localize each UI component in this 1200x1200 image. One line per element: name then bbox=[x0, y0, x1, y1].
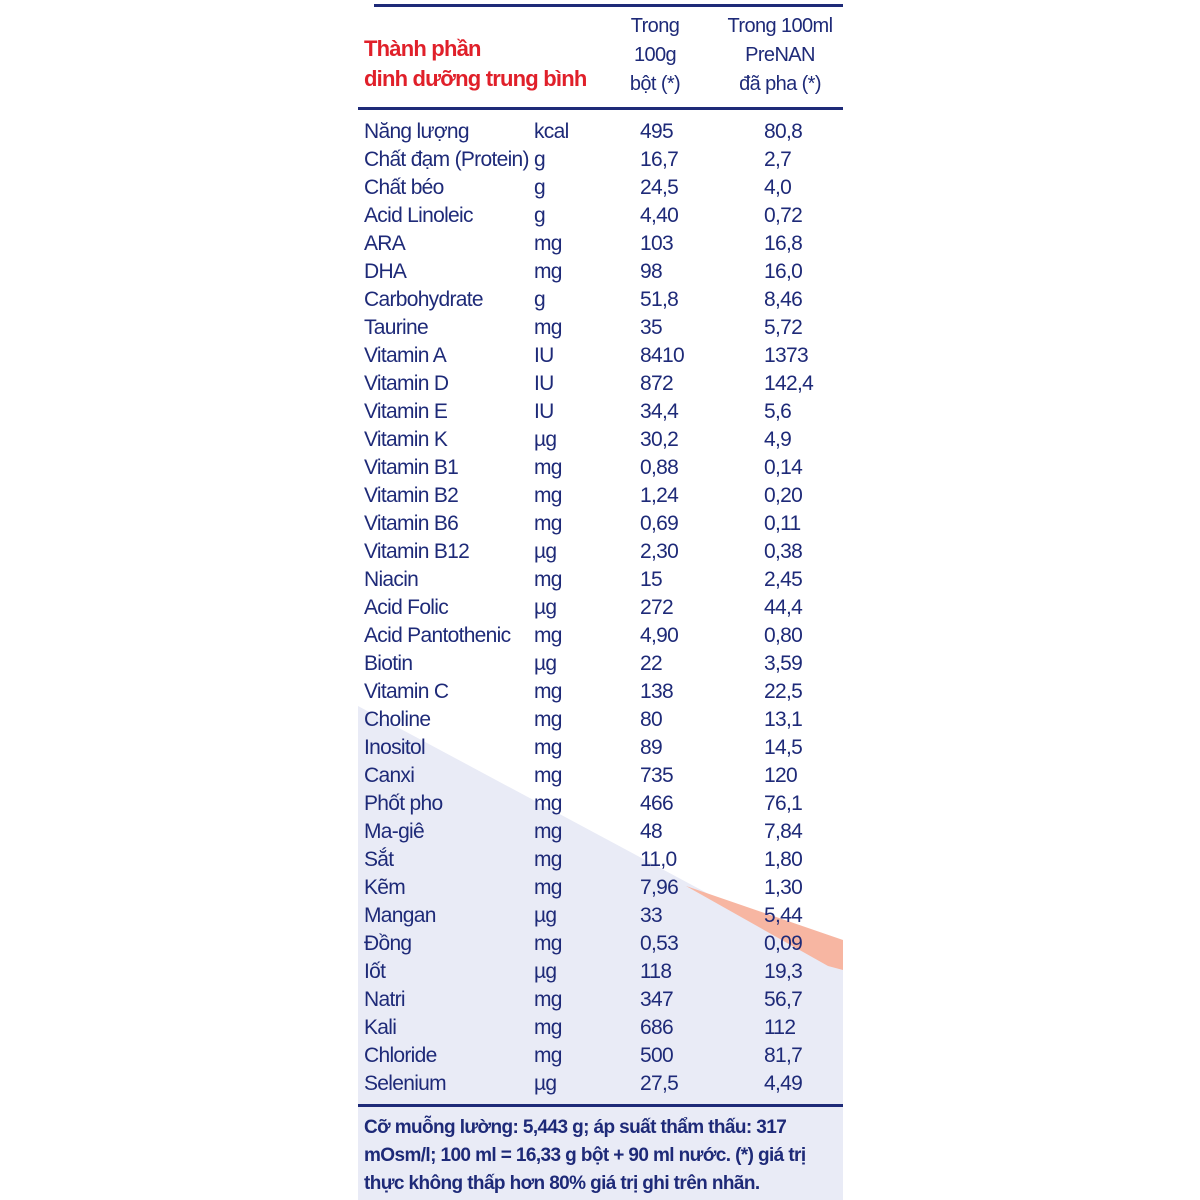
nutrient-unit: IU bbox=[534, 372, 554, 395]
nutrient-unit: mg bbox=[534, 848, 562, 871]
value-per-100ml: 76,1 bbox=[764, 792, 803, 815]
nutrient-name: Vitamin B2 bbox=[364, 484, 459, 507]
value-per-100g: 48 bbox=[640, 820, 662, 843]
table-title bbox=[364, 34, 604, 94]
table-row bbox=[364, 454, 839, 482]
nutrient-name: Ma-giê bbox=[364, 820, 424, 843]
nutrient-unit: mg bbox=[534, 1044, 562, 1067]
nutrient-name: Vitamin A bbox=[364, 344, 447, 367]
table-row bbox=[364, 986, 839, 1014]
nutrition-label bbox=[358, 0, 843, 1200]
nutrient-name: Mangan bbox=[364, 904, 436, 927]
col-100ml-line-1: Trong 100ml bbox=[727, 15, 833, 37]
nutrient-name: Vitamin B12 bbox=[364, 540, 470, 563]
header-rule bbox=[358, 107, 843, 110]
table-row bbox=[364, 1014, 839, 1042]
nutrient-name: Inositol bbox=[364, 736, 425, 759]
value-per-100g: 4,40 bbox=[640, 204, 679, 227]
nutrient-unit: µg bbox=[534, 652, 557, 675]
value-per-100g: 7,96 bbox=[640, 876, 679, 899]
value-per-100g: 22 bbox=[640, 652, 662, 675]
nutrient-unit: mg bbox=[534, 316, 562, 339]
value-per-100g: 495 bbox=[640, 120, 673, 143]
nutrient-unit: mg bbox=[534, 820, 562, 843]
nutrient-name: Vitamin C bbox=[364, 680, 449, 703]
nutrient-name: Acid Folic bbox=[364, 596, 449, 619]
value-per-100ml: 5,72 bbox=[764, 316, 803, 339]
value-per-100ml: 16,8 bbox=[764, 232, 803, 255]
table-row bbox=[364, 342, 839, 370]
value-per-100ml: 0,72 bbox=[764, 204, 803, 227]
value-per-100g: 35 bbox=[640, 316, 662, 339]
nutrient-name: Chất béo bbox=[364, 176, 444, 199]
value-per-100ml: 1373 bbox=[764, 344, 808, 367]
value-per-100ml: 2,7 bbox=[764, 148, 792, 171]
column-header-per-100g bbox=[620, 12, 690, 99]
value-per-100ml: 14,5 bbox=[764, 736, 803, 759]
value-per-100ml: 1,30 bbox=[764, 876, 803, 899]
table-row bbox=[364, 874, 839, 902]
nutrient-unit: mg bbox=[534, 876, 562, 899]
nutrient-unit: mg bbox=[534, 568, 562, 591]
nutrient-name: Kẽm bbox=[364, 876, 406, 899]
value-per-100g: 0,53 bbox=[640, 932, 679, 955]
nutrient-name: Vitamin D bbox=[364, 372, 449, 395]
nutrient-name: ARA bbox=[364, 232, 406, 255]
nutrient-unit: mg bbox=[534, 624, 562, 647]
nutrient-name: Acid Linoleic bbox=[364, 204, 473, 227]
value-per-100ml: 2,45 bbox=[764, 568, 803, 591]
nutrient-unit: µg bbox=[534, 428, 557, 451]
table-row bbox=[364, 734, 839, 762]
value-per-100g: 89 bbox=[640, 736, 662, 759]
col-100ml-line-3: đã pha (*) bbox=[739, 73, 821, 95]
value-per-100g: 2,30 bbox=[640, 540, 679, 563]
nutrient-name: Canxi bbox=[364, 764, 415, 787]
value-per-100ml: 120 bbox=[764, 764, 797, 787]
nutrient-unit: µg bbox=[534, 960, 557, 983]
nutrient-unit: IU bbox=[534, 400, 554, 423]
nutrient-unit: IU bbox=[534, 344, 554, 367]
table-row bbox=[364, 762, 839, 790]
nutrient-unit: µg bbox=[534, 540, 557, 563]
value-per-100g: 272 bbox=[640, 596, 673, 619]
nutrient-unit: mg bbox=[534, 764, 562, 787]
nutrient-name: Vitamin B6 bbox=[364, 512, 459, 535]
table-row bbox=[364, 202, 839, 230]
value-per-100ml: 0,80 bbox=[764, 624, 803, 647]
value-per-100ml: 4,49 bbox=[764, 1072, 803, 1095]
nutrient-unit: µg bbox=[534, 1072, 557, 1095]
value-per-100ml: 112 bbox=[764, 1016, 796, 1039]
nutrient-name: Chất đạm (Protein) bbox=[364, 148, 529, 171]
value-per-100g: 0,69 bbox=[640, 512, 679, 535]
table-row bbox=[364, 286, 839, 314]
table-row bbox=[364, 146, 839, 174]
column-header-per-100ml bbox=[720, 12, 840, 99]
nutrient-unit: g bbox=[534, 204, 545, 227]
table-row bbox=[364, 566, 839, 594]
value-per-100g: 30,2 bbox=[640, 428, 679, 451]
value-per-100ml: 3,59 bbox=[764, 652, 803, 675]
table-row bbox=[364, 678, 839, 706]
table-row bbox=[364, 594, 839, 622]
nutrient-unit: mg bbox=[534, 736, 562, 759]
nutrient-name: Vitamin E bbox=[364, 400, 448, 423]
value-per-100ml: 0,14 bbox=[764, 456, 803, 479]
nutrient-unit: mg bbox=[534, 1016, 562, 1039]
nutrient-name: Vitamin K bbox=[364, 428, 448, 451]
value-per-100ml: 0,09 bbox=[764, 932, 803, 955]
nutrient-name: Phốt pho bbox=[364, 792, 443, 815]
nutrient-unit: mg bbox=[534, 792, 562, 815]
table-row bbox=[364, 118, 839, 146]
value-per-100ml: 0,11 bbox=[764, 512, 801, 535]
nutrient-name: Đồng bbox=[364, 932, 412, 955]
nutrient-unit: mg bbox=[534, 708, 562, 731]
value-per-100g: 0,88 bbox=[640, 456, 679, 479]
value-per-100g: 80 bbox=[640, 708, 662, 731]
nutrient-name: DHA bbox=[364, 260, 407, 283]
value-per-100ml: 142,4 bbox=[764, 372, 814, 395]
col-100ml-line-2: PreNAN bbox=[745, 44, 815, 66]
table-row bbox=[364, 650, 839, 678]
value-per-100g: 27,5 bbox=[640, 1072, 679, 1095]
title-line-1: Thành phần bbox=[364, 36, 481, 61]
value-per-100g: 735 bbox=[640, 764, 673, 787]
value-per-100g: 51,8 bbox=[640, 288, 679, 311]
table-row bbox=[364, 1042, 839, 1070]
value-per-100ml: 0,20 bbox=[764, 484, 803, 507]
value-per-100g: 347 bbox=[640, 988, 673, 1011]
value-per-100ml: 44,4 bbox=[764, 596, 803, 619]
value-per-100g: 34,4 bbox=[640, 400, 679, 423]
nutrient-name: Natri bbox=[364, 988, 405, 1011]
nutrient-unit: mg bbox=[534, 512, 562, 535]
table-row bbox=[364, 370, 839, 398]
table-row bbox=[364, 958, 839, 986]
nutrient-name: Biotin bbox=[364, 652, 413, 675]
value-per-100ml: 5,6 bbox=[764, 400, 792, 423]
table-row bbox=[364, 510, 839, 538]
table-row bbox=[364, 846, 839, 874]
value-per-100g: 98 bbox=[640, 260, 662, 283]
nutrient-name: Choline bbox=[364, 708, 431, 731]
value-per-100ml: 19,3 bbox=[764, 960, 803, 983]
value-per-100g: 1,24 bbox=[640, 484, 679, 507]
table-row bbox=[364, 622, 839, 650]
nutrient-name: Carbohydrate bbox=[364, 288, 483, 311]
nutrient-unit: g bbox=[534, 148, 545, 171]
nutrient-name: Kali bbox=[364, 1016, 397, 1039]
nutrient-name: Selenium bbox=[364, 1072, 446, 1095]
value-per-100g: 500 bbox=[640, 1044, 673, 1067]
footer-rule bbox=[358, 1104, 843, 1107]
value-per-100g: 686 bbox=[640, 1016, 673, 1039]
table-row bbox=[364, 482, 839, 510]
nutrient-unit: kcal bbox=[534, 120, 569, 143]
table-row bbox=[364, 538, 839, 566]
value-per-100ml: 4,0 bbox=[764, 176, 792, 199]
table-row bbox=[364, 230, 839, 258]
nutrient-unit: g bbox=[534, 176, 545, 199]
value-per-100ml: 80,8 bbox=[764, 120, 803, 143]
table-row bbox=[364, 818, 839, 846]
value-per-100g: 138 bbox=[640, 680, 673, 703]
nutrient-name: Sắt bbox=[364, 848, 394, 871]
table-row bbox=[364, 790, 839, 818]
value-per-100g: 8410 bbox=[640, 344, 684, 367]
nutrient-table bbox=[364, 118, 839, 1098]
value-per-100ml: 1,80 bbox=[764, 848, 803, 871]
nutrient-name: Acid Pantothenic bbox=[364, 624, 511, 647]
top-rule bbox=[374, 4, 843, 7]
value-per-100g: 872 bbox=[640, 372, 673, 395]
nutrient-unit: mg bbox=[534, 260, 562, 283]
value-per-100ml: 5,44 bbox=[764, 904, 803, 927]
nutrient-name: Chloride bbox=[364, 1044, 437, 1067]
col-100g-line-1: Trong bbox=[630, 15, 680, 37]
table-row bbox=[364, 314, 839, 342]
value-per-100g: 16,7 bbox=[640, 148, 679, 171]
table-row bbox=[364, 398, 839, 426]
value-per-100ml: 81,7 bbox=[764, 1044, 803, 1067]
value-per-100ml: 4,9 bbox=[764, 428, 792, 451]
title-line-2: dinh dưỡng trung bình bbox=[364, 66, 587, 91]
value-per-100ml: 13,1 bbox=[764, 708, 803, 731]
nutrient-name: Taurine bbox=[364, 316, 428, 339]
value-per-100ml: 7,84 bbox=[764, 820, 803, 843]
table-row bbox=[364, 902, 839, 930]
nutrient-unit: mg bbox=[534, 456, 562, 479]
nutrient-unit: g bbox=[534, 288, 545, 311]
nutrient-name: Iốt bbox=[364, 960, 386, 983]
value-per-100g: 103 bbox=[640, 232, 673, 255]
value-per-100ml: 8,46 bbox=[764, 288, 803, 311]
nutrient-unit: µg bbox=[534, 596, 557, 619]
nutrient-name: Niacin bbox=[364, 568, 419, 591]
nutrient-name: Vitamin B1 bbox=[364, 456, 459, 479]
table-row bbox=[364, 930, 839, 958]
col-100g-line-3: bột (*) bbox=[629, 73, 681, 95]
table-row bbox=[364, 426, 839, 454]
value-per-100g: 118 bbox=[640, 960, 672, 983]
nutrient-unit: mg bbox=[534, 680, 562, 703]
value-per-100ml: 56,7 bbox=[764, 988, 803, 1011]
value-per-100ml: 0,38 bbox=[764, 540, 803, 563]
table-row bbox=[364, 174, 839, 202]
value-per-100g: 4,90 bbox=[640, 624, 679, 647]
nutrient-name: Năng lượng bbox=[364, 120, 469, 143]
nutrient-unit: mg bbox=[534, 484, 562, 507]
table-row bbox=[364, 706, 839, 734]
value-per-100ml: 16,0 bbox=[764, 260, 803, 283]
value-per-100g: 33 bbox=[640, 904, 662, 927]
col-100g-line-2: 100g bbox=[633, 44, 677, 66]
value-per-100g: 466 bbox=[640, 792, 673, 815]
table-row bbox=[364, 258, 839, 286]
value-per-100g: 11,0 bbox=[640, 848, 677, 871]
value-per-100g: 24,5 bbox=[640, 176, 679, 199]
nutrient-unit: mg bbox=[534, 988, 562, 1011]
footnote: Cỡ muỗng lường: 5,443 g; áp suất thẩm thấu: 317 mOsm/l; 100 ml = 16,33 g bột + 90 ml nước. (*) giá trị thực không thấp hơn 80% giá trị ghi trên nhãn. bbox=[364, 1117, 806, 1194]
nutrient-unit: mg bbox=[534, 932, 562, 955]
value-per-100g: 15 bbox=[640, 568, 662, 591]
nutrient-unit: µg bbox=[534, 904, 557, 927]
value-per-100ml: 22,5 bbox=[764, 680, 803, 703]
nutrient-unit: mg bbox=[534, 232, 562, 255]
table-row bbox=[364, 1070, 839, 1098]
